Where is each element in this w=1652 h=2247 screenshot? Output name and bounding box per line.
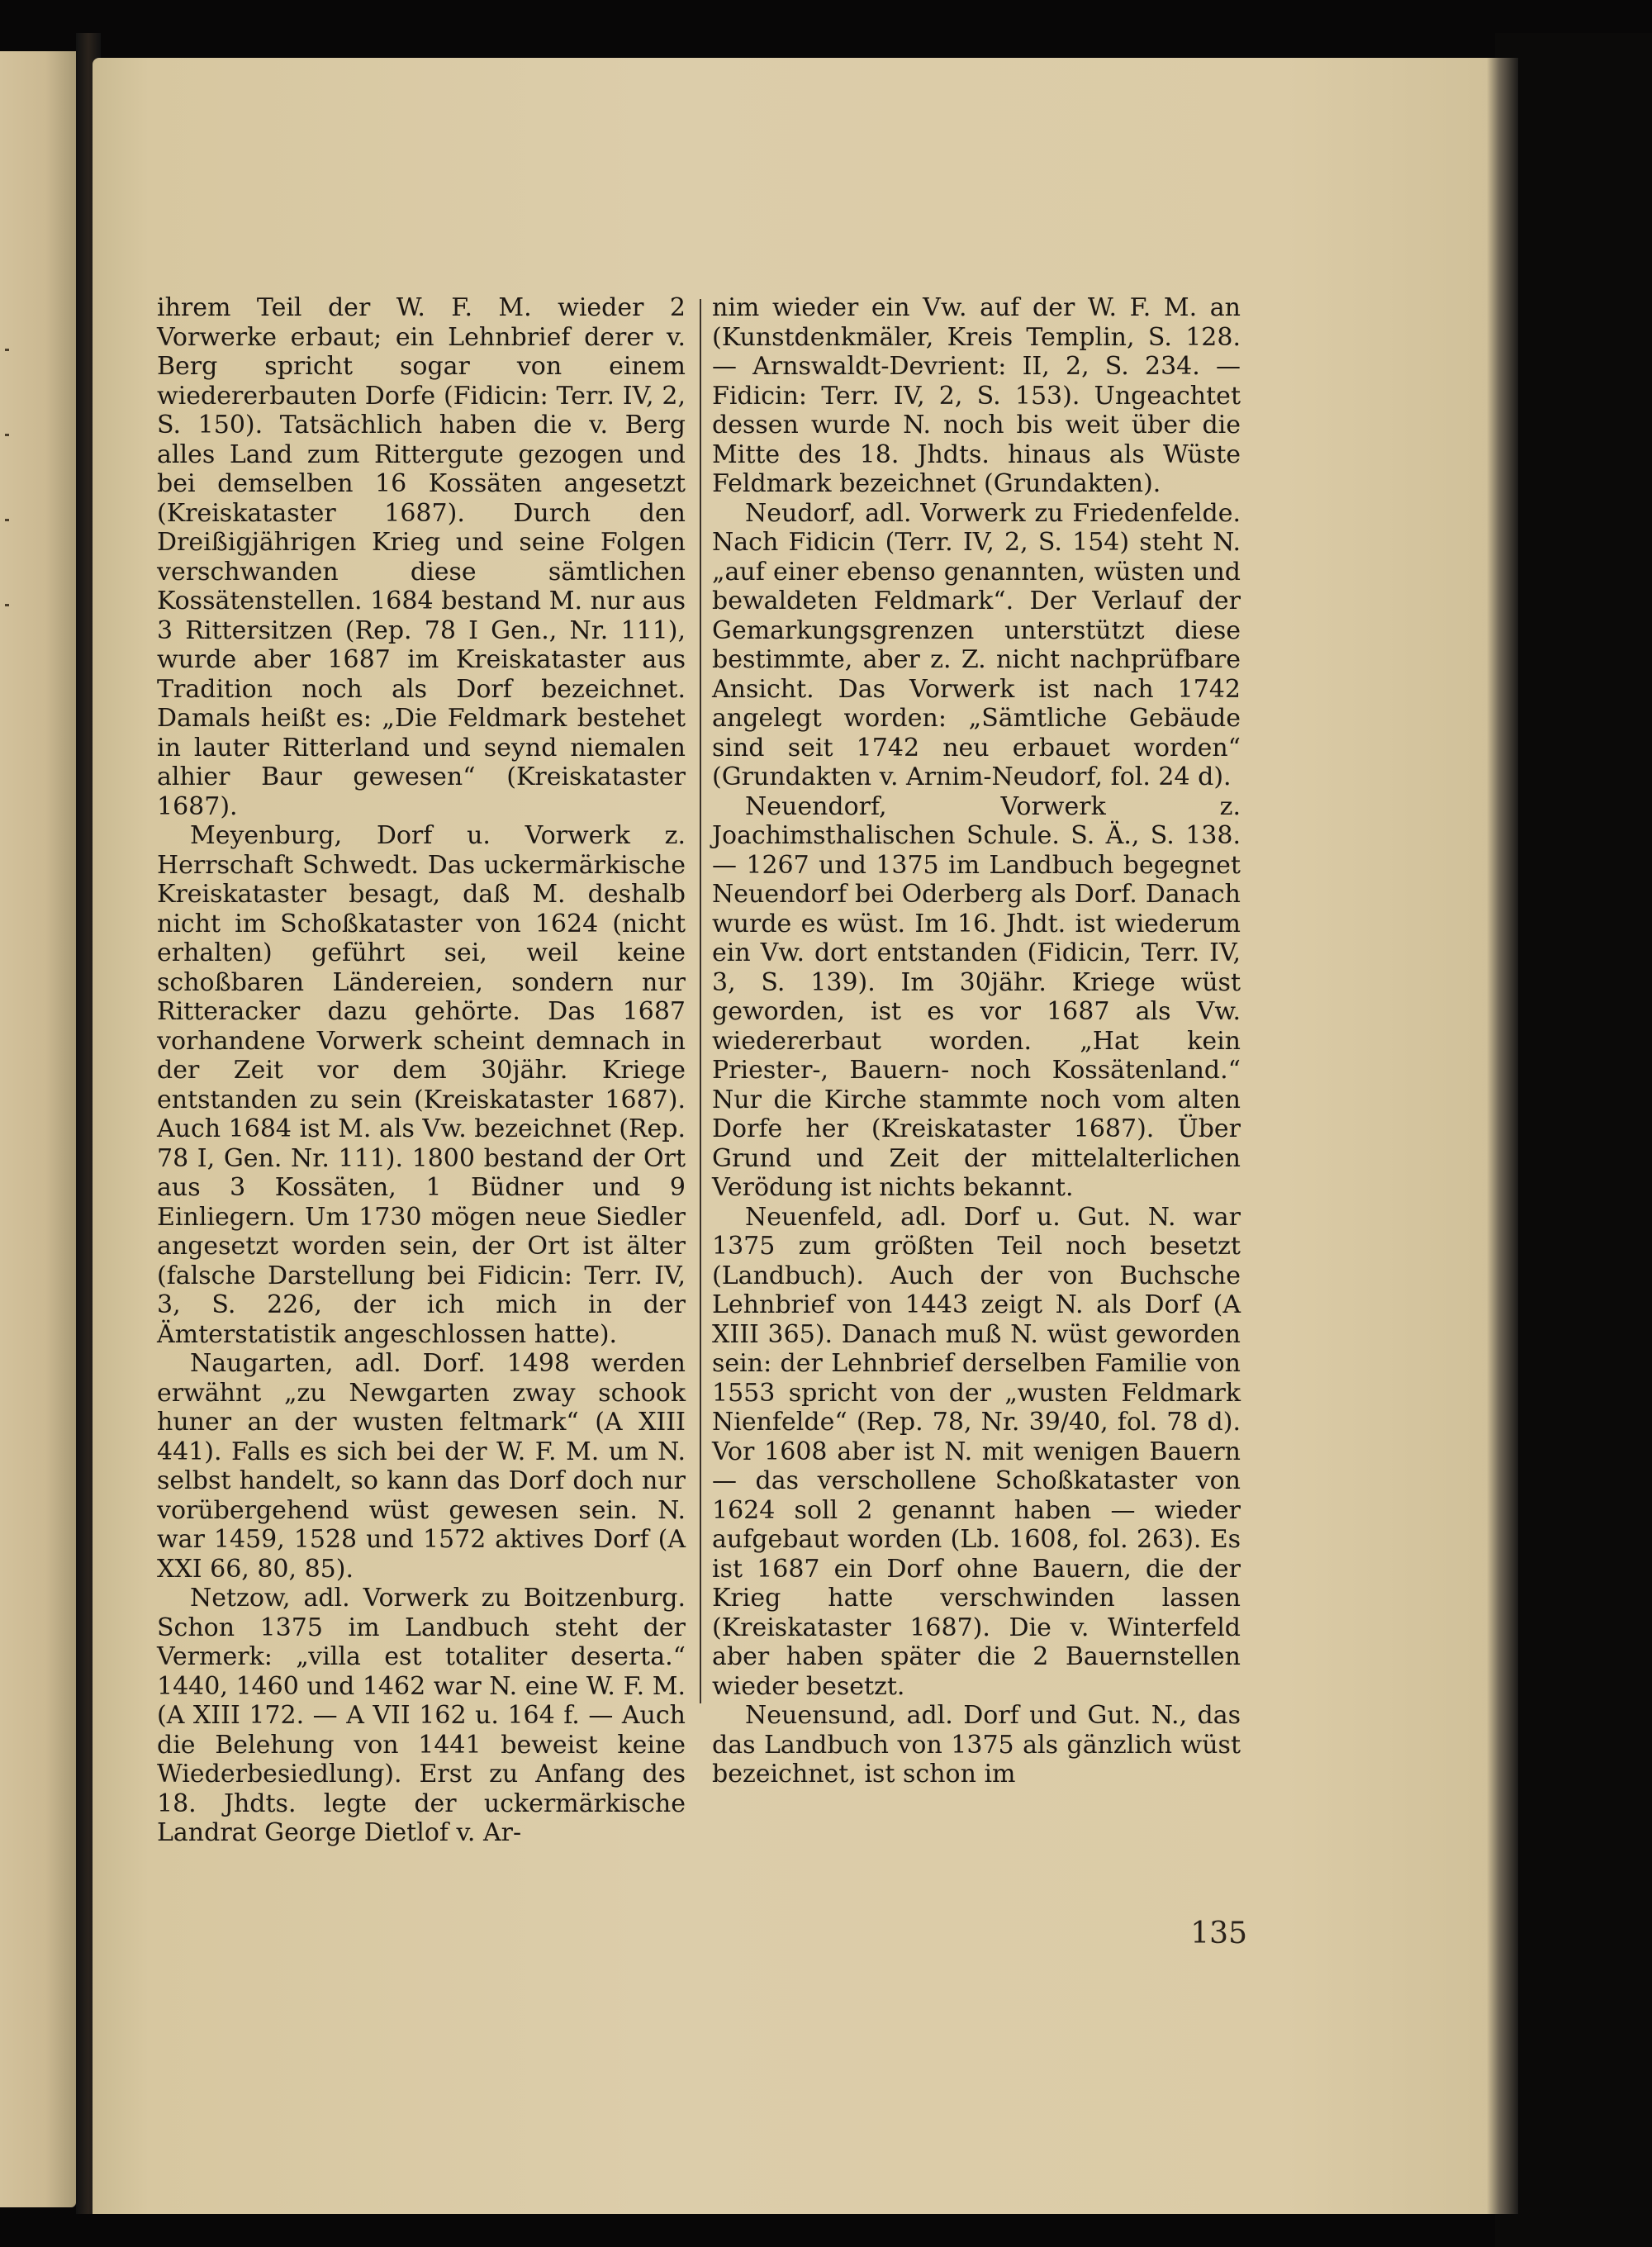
page-number: 135	[1190, 1917, 1247, 1950]
page-edge-shadow	[1487, 58, 1518, 2214]
paragraph: ihrem Teil der W. F. M. wieder 2 Vorwerke erbaut; ein Lehnbrief derer v. Berg spricht sogar von einem wiedererbauten Dorfe (Fidicin: Terr. IV, 2, S. 150). Tatsächlich haben die v. Berg alles Land zum Rittergute gezogen und bei demselben 16 Kossäten angesetzt (Kreiskataster 1687). Durch den Dreißigjährigen Krieg und seine Folgen verschwanden diese sämtlichen Kossätenstellen. 1684 bestand M. nur aus 3 Rittersitzen (Rep. 78 I Gen., Nr. 111), wurde aber 1687 im Kreiskataster aus Tradition noch als Dorf bezeichnet. Damals heißt es: „Die Feldmark bestehet in lauter Ritterland und seynd niemalen alhier Baur gewesen“ (Kreiskataster 1687).	[157, 293, 686, 821]
paragraph: Neuendorf, Vorwerk z. Joachimsthalischen Schule. S. Ä., S. 138. — 1267 und 1375 im Landbuch begegnet Neuendorf bei Oderberg als Dorf. Danach wurde es wüst. Im 16. Jhdt. ist wiederum ein Vw. dort entstanden (Fidicin, Terr. IV, 3, S. 139). Im 30jähr. Kriege wüst geworden, ist es vor 1687 als Vw. wiedererbaut worden. „Hat kein Priester-, Bauern- noch Kossätenland.“ Nur die Kirche stammte noch vom alten Dorfe her (Kreiskataster 1687). Über Grund und Zeit der mittelalterlichen Verödung ist nichts bekannt.	[712, 791, 1241, 1202]
paragraph: Meyenburg, Dorf u. Vorwerk z. Herrschaft Schwedt. Das uckermärkische Kreiskataster besagt, daß M. deshalb nicht im Schoßkataster von 1624 (nicht erhalten) geführt sei, weil keine schoßbaren Ländereien, sondern nur Ritteracker dazu gehörte. Das 1687 vorhandene Vorwerk scheint demnach in der Zeit vor dem 30jähr. Kriege entstanden zu sein (Kreiskataster 1687). Auch 1684 ist M. als Vw. bezeichnet (Rep. 78 I, Gen. Nr. 111). 1800 bestand der Ort aus 3 Kossäten, 1 Büdner und 9 Einliegern. Um 1730 mögen neue Siedler angesetzt worden sein, der Ort ist älter (falsche Darstellung bei Fidicin: Terr. IV, 3, S. 226, der ich mich in der Ämterstatistik angeschlossen hatte).	[157, 821, 686, 1349]
paragraph: Neuenfeld, adl. Dorf u. Gut. N. war 1375 zum größten Teil noch besetzt (Landbuch). Auch der von Buchsche Lehnbrief von 1443 zeigt N. als Dorf (A XIII 365). Danach muß N. wüst geworden sein: der Lehnbrief derselben Familie von 1553 spricht von der „wusten Feldmark Nienfelde“ (Rep. 78, Nr. 39/40, fol. 78 d). Vor 1608 aber ist N. mit wenigen Bauern — das verschollene Schoßkataster von 1624 soll 2 genannt haben — wieder aufgebaut worden (Lb. 1608, fol. 263). Es ist 1687 ein Dorf ohne Bauern, die der Krieg hatte verschwinden lassen (Kreiskataster 1687). Die v. Winterfeld aber haben später die 2 Bauernstellen wieder besetzt.	[712, 1202, 1241, 1701]
paragraph: Netzow, adl. Vorwerk zu Boitzenburg. Schon 1375 im Landbuch steht der Vermerk: „villa est totaliter deserta.“ 1440, 1460 und 1462 war N. eine W. F. M. (A XIII 172. — A VII 162 u. 164 f. — Auch die Belehung von 1441 beweist keine Wiederbesiedlung). Erst zu Anfang des 18. Jhdts. legte der uckermärkische Landrat George Dietlof v. Ar-	[157, 1584, 686, 1847]
paragraph: Naugarten, adl. Dorf. 1498 werden erwähnt „zu Newgarten zway schook huner an der wusten feltmark“ (A XIII 441). Falls es sich bei der W. F. M. um N. selbst handelt, so kann das Dorf doch nur vorübergehend wüst gewesen sein. N. war 1459, 1528 und 1572 aktives Dorf (A XXI 66, 80, 85).	[157, 1349, 686, 1584]
left-text-column	[157, 293, 686, 1848]
paragraph: nim wieder ein Vw. auf der W. F. M. an (Kunstdenkmäler, Kreis Templin, S. 128. — Arnswaldt-Devrient: II, 2, S. 234. — Fidicin: Terr. IV, 2, S. 153). Ungeachtet dessen wurde N. noch bis weit über die Mitte des 18. Jhdts. hinaus als Wüste Feldmark bezeichnet (Grundakten).	[712, 293, 1241, 498]
column-divider	[700, 299, 701, 1703]
previous-page-edge	[0, 51, 76, 2207]
previous-page-marks	[5, 349, 10, 696]
paragraph: Neudorf, adl. Vorwerk zu Friedenfelde. Nach Fidicin (Terr. IV, 2, S. 154) steht N. „auf einer ebenso genannten, wüsten und bewaldeten Feldmark“. Der Verlauf der Gemarkungsgrenzen unterstützt diese bestimmte, aber z. Z. nicht nachprüfbare Ansicht. Das Vorwerk ist nach 1742 angelegt worden: „Sämtliche Gebäude sind seit 1742 neu erbauet worden“ (Grundakten v. Arnim-Neudorf, fol. 24 d).	[712, 498, 1241, 791]
right-text-column	[712, 293, 1241, 1789]
book-cover-board	[1495, 33, 1652, 2247]
paragraph: Neuensund, adl. Dorf und Gut. N., das das Landbuch von 1375 als gänzlich wüst bezeichnet, ist schon im	[712, 1701, 1241, 1789]
